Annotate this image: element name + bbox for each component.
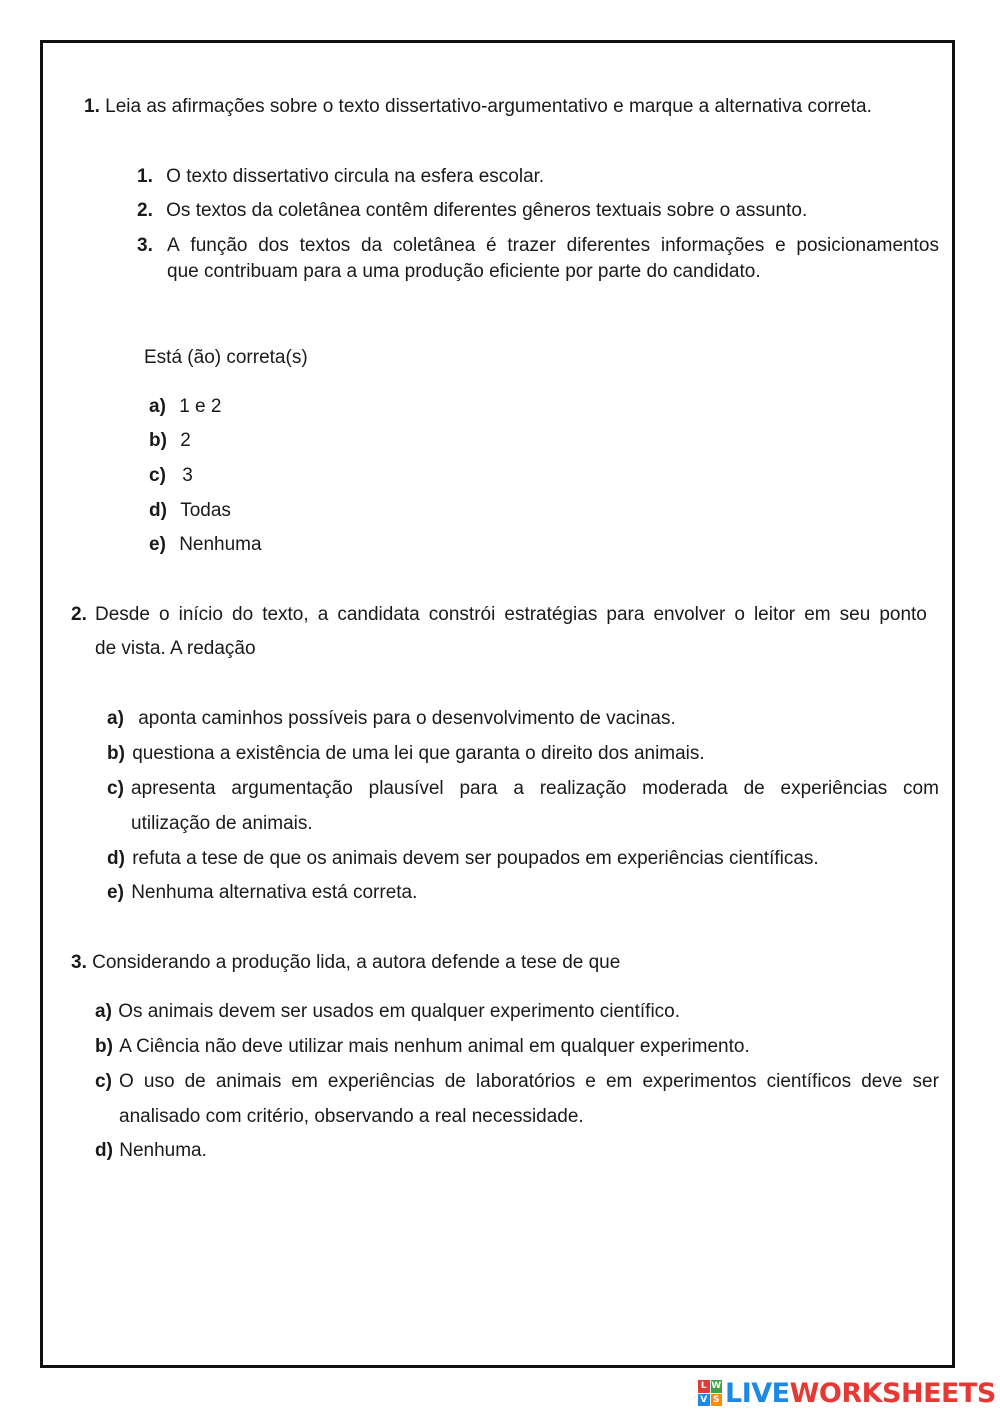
option-text: Os animais devem ser usados em qualquer experimento científico. <box>118 1001 681 1022</box>
q1-statement-3-number: 3. <box>137 235 153 256</box>
option-letter: a) <box>95 1001 112 1022</box>
logo-text-live: LIVE <box>725 1377 790 1409</box>
option-letter: c) <box>149 465 166 486</box>
option-letter: b) <box>107 743 125 764</box>
q2-option-c-line2: utilização de animais. <box>131 813 313 834</box>
q2-prompt-line2: de vista. A redação <box>95 638 256 659</box>
q1-statement-number: 2. <box>137 200 153 221</box>
q2-prompt-line1: Desde o início do texto, a candidata constrói estratégias para envolver o leitor em seu ponto <box>95 604 927 625</box>
option-letter: d) <box>107 848 125 869</box>
q3-option-d[interactable] <box>95 1140 207 1162</box>
option-letter: a) <box>107 708 124 729</box>
q1-prompt: Leia as afirmações sobre o texto dissertativo-argumentativo e marque a alternativa correta. <box>105 96 872 117</box>
q2-option-c-line1: apresenta argumentação plausível para a realização moderada de experiências com <box>131 778 939 799</box>
q2-option-b[interactable] <box>107 743 705 765</box>
q3-option-a[interactable] <box>95 1001 680 1023</box>
option-text: 3 <box>182 465 193 486</box>
logo-badge-cell: L <box>698 1380 710 1393</box>
q3-option-b[interactable] <box>95 1036 750 1058</box>
q3-option-c-letter[interactable]: c) <box>95 1071 112 1092</box>
option-letter: e) <box>107 882 124 903</box>
q2-number: 2. <box>71 604 87 625</box>
q3-option-c-line2: analisado com critério, observando a real necessidade. <box>119 1106 584 1127</box>
q1-heading <box>84 96 872 118</box>
option-letter: b) <box>149 430 167 451</box>
option-text: 2 <box>180 430 191 451</box>
logo-text-worksheets: WORKSHEETS <box>789 1377 996 1409</box>
q1-option-c[interactable] <box>149 465 193 487</box>
option-text: Nenhuma <box>179 534 262 555</box>
q2-option-a[interactable] <box>107 708 676 730</box>
q3-heading <box>71 952 620 974</box>
option-text: refuta a tese de que os animais devem ser poupados em experiências científicas. <box>132 848 819 869</box>
logo-badge-cell: S <box>711 1394 723 1407</box>
q1-statement-3-line1: A função dos textos da coletânea é trazer diferentes informações e posicionamentos <box>167 235 939 256</box>
option-text: A Ciência não deve utilizar mais nenhum animal em qualquer experimento. <box>119 1036 750 1057</box>
q1-statement-text: Os textos da coletânea contêm diferentes gêneros textuais sobre o assunto. <box>166 200 808 221</box>
logo-badge-cell: V <box>698 1394 710 1407</box>
q3-option-c-line1: O uso de animais em experiências de laboratórios e em experimentos científicos deve ser <box>119 1071 939 1092</box>
q2-option-e[interactable] <box>107 882 417 904</box>
q1-option-a[interactable] <box>149 396 221 418</box>
q2-option-c-letter[interactable]: c) <box>107 778 124 799</box>
option-letter: d) <box>149 500 167 521</box>
q3-prompt: Considerando a produção lida, a autora defende a tese de que <box>92 952 621 973</box>
option-text: Nenhuma. <box>119 1140 207 1161</box>
option-letter: e) <box>149 534 166 555</box>
option-text: Nenhuma alternativa está correta. <box>131 882 418 903</box>
logo-badge-icon <box>698 1380 722 1406</box>
option-letter: a) <box>149 396 166 417</box>
option-text: aponta caminhos possíveis para o desenvolvimento de vacinas. <box>138 708 676 729</box>
q1-statement-text: O texto dissertativo circula na esfera escolar. <box>166 166 545 187</box>
q1-statement-2 <box>137 200 807 222</box>
logo-badge-cell: W <box>711 1381 722 1392</box>
q1-option-e[interactable] <box>149 534 262 556</box>
liveworksheets-logo[interactable] <box>698 1378 996 1408</box>
option-letter: d) <box>95 1140 113 1161</box>
q2-option-d[interactable] <box>107 848 819 870</box>
q1-question: Está (ão) correta(s) <box>144 347 308 368</box>
q1-number: 1. <box>84 96 100 117</box>
q3-number: 3. <box>71 952 87 973</box>
option-letter: b) <box>95 1036 113 1057</box>
option-text: Todas <box>180 500 231 521</box>
q1-option-b[interactable] <box>149 430 191 452</box>
option-text: 1 e 2 <box>179 396 222 417</box>
q1-statement-1 <box>137 166 544 188</box>
q1-option-d[interactable] <box>149 500 231 522</box>
q1-statement-number: 1. <box>137 166 153 187</box>
q1-statement-3-line2: que contribuam para a uma produção eficiente por parte do candidato. <box>167 261 761 282</box>
option-text: questiona a existência de uma lei que garanta o direito dos animais. <box>132 743 705 764</box>
